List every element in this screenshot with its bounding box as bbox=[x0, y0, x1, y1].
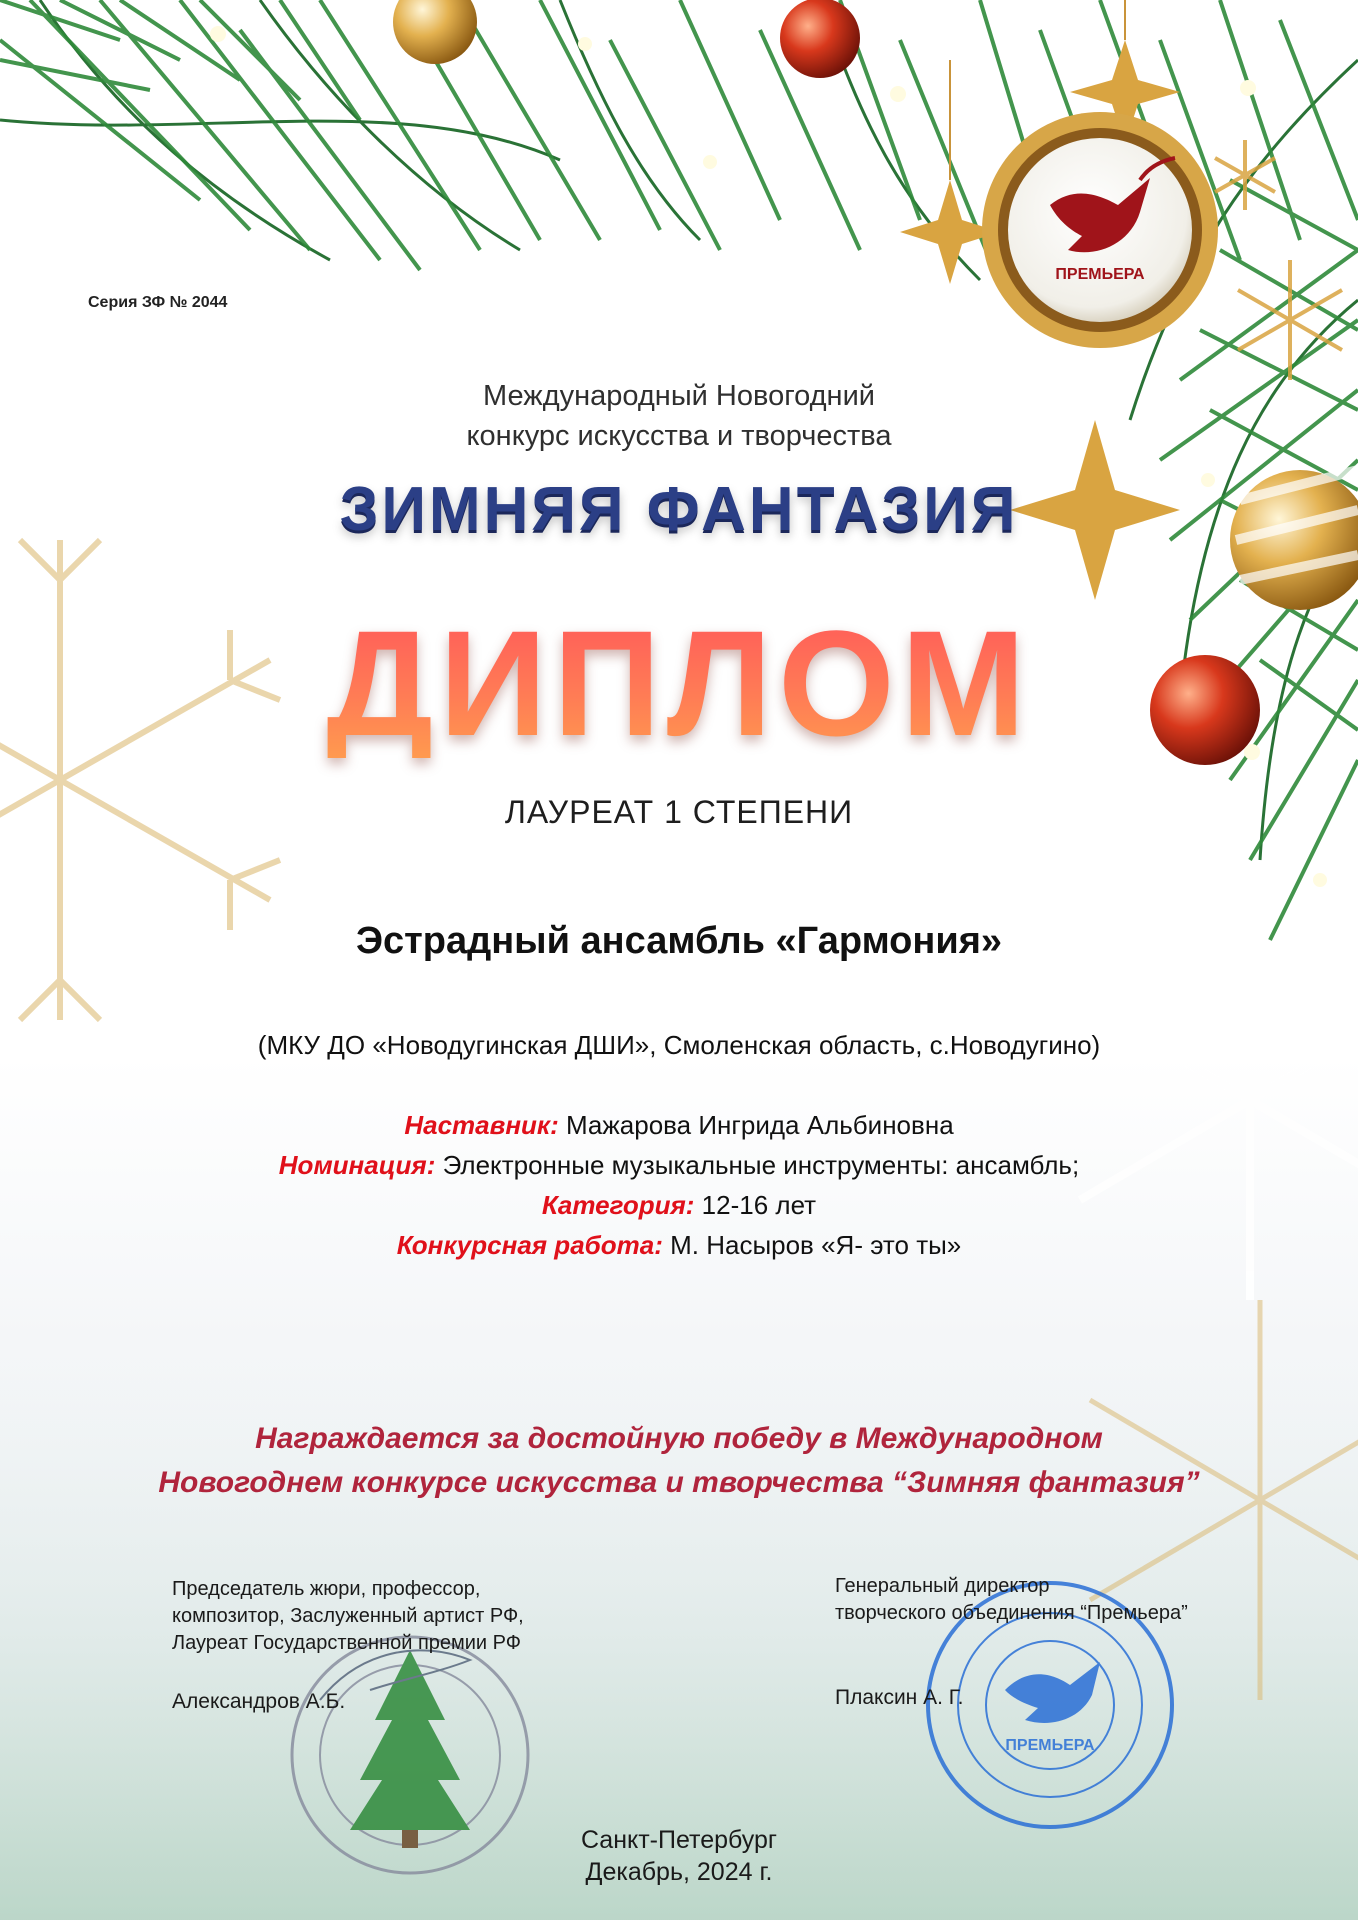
signatory-left-line-1: Председатель жюри, профессор, bbox=[172, 1578, 481, 1600]
info-label-nomination: Номинация: bbox=[278, 1150, 436, 1180]
competition-line-2: конкурс искусства и творчества bbox=[466, 420, 892, 452]
premiera-logo-text: ПРЕМЬЕРА bbox=[1055, 266, 1145, 283]
place-date: Декабрь, 2024 г. bbox=[585, 1858, 773, 1886]
signatory-left-name: Александров А.Б. bbox=[172, 1690, 346, 1713]
degree: ЛАУРЕАТ 1 СТЕПЕНИ bbox=[504, 794, 854, 830]
info-label-category: Категория: bbox=[541, 1190, 695, 1220]
gold-ornament-small bbox=[393, 0, 477, 64]
award-line-1: Награждается за достойную победу в Международном bbox=[255, 1422, 1103, 1455]
serial-number: Серия ЗФ № 2044 bbox=[88, 294, 228, 311]
signatory-right-title bbox=[835, 1573, 1188, 1627]
signatory-left-line-3: Лауреат Государственной премии РФ bbox=[172, 1632, 521, 1654]
signatory-right-name: Плаксин А. Г. bbox=[835, 1686, 964, 1709]
participant-name: Эстрадный ансамбль «Гармония» bbox=[355, 920, 1003, 962]
place-city: Санкт-Петербург bbox=[580, 1826, 778, 1854]
info-line-nomination bbox=[0, 1150, 1358, 1181]
info-value-mentor: Мажарова Ингрида Альбиновна bbox=[558, 1110, 954, 1140]
info-label-work: Конкурсная работа: bbox=[396, 1230, 663, 1260]
info-label-mentor: Наставник: bbox=[404, 1110, 559, 1140]
info-line-work bbox=[0, 1230, 1358, 1261]
signatory-left-line-2: композитор, Заслуженный артист РФ, bbox=[172, 1605, 524, 1627]
signatory-right-line-2: творческого объединения “Премьера” bbox=[835, 1602, 1188, 1624]
award-line-2: Новогоднем конкурсе искусства и творчества “Зимняя фантазия” bbox=[158, 1466, 1200, 1499]
info-line-category bbox=[0, 1190, 1358, 1221]
competition-line-1: Международный Новогодний bbox=[483, 380, 875, 412]
info-value-category: 12-16 лет bbox=[694, 1190, 817, 1220]
info-line-mentor bbox=[0, 1110, 1358, 1141]
contest-name: ЗИМНЯЯ ФАНТАЗИЯ bbox=[339, 475, 1019, 544]
diploma-title: ДИПЛОМ bbox=[0, 608, 1358, 758]
signatory-right-line-1: Генеральный директор bbox=[835, 1575, 1050, 1597]
info-value-nomination: Электронные музыкальные инструменты: ансамбль; bbox=[435, 1150, 1080, 1180]
info-value-work: М. Насыров «Я- это ты» bbox=[662, 1230, 962, 1260]
signatory-left-title bbox=[172, 1576, 524, 1657]
organization: (МКУ ДО «Новодугинская ДШИ», Смоленская область, с.Новодугино) bbox=[257, 1030, 1101, 1060]
premiera-badge bbox=[982, 112, 1218, 348]
stamp-logo-text: ПРЕМЬЕРА bbox=[1005, 1737, 1095, 1754]
red-ornament-top bbox=[780, 0, 860, 78]
